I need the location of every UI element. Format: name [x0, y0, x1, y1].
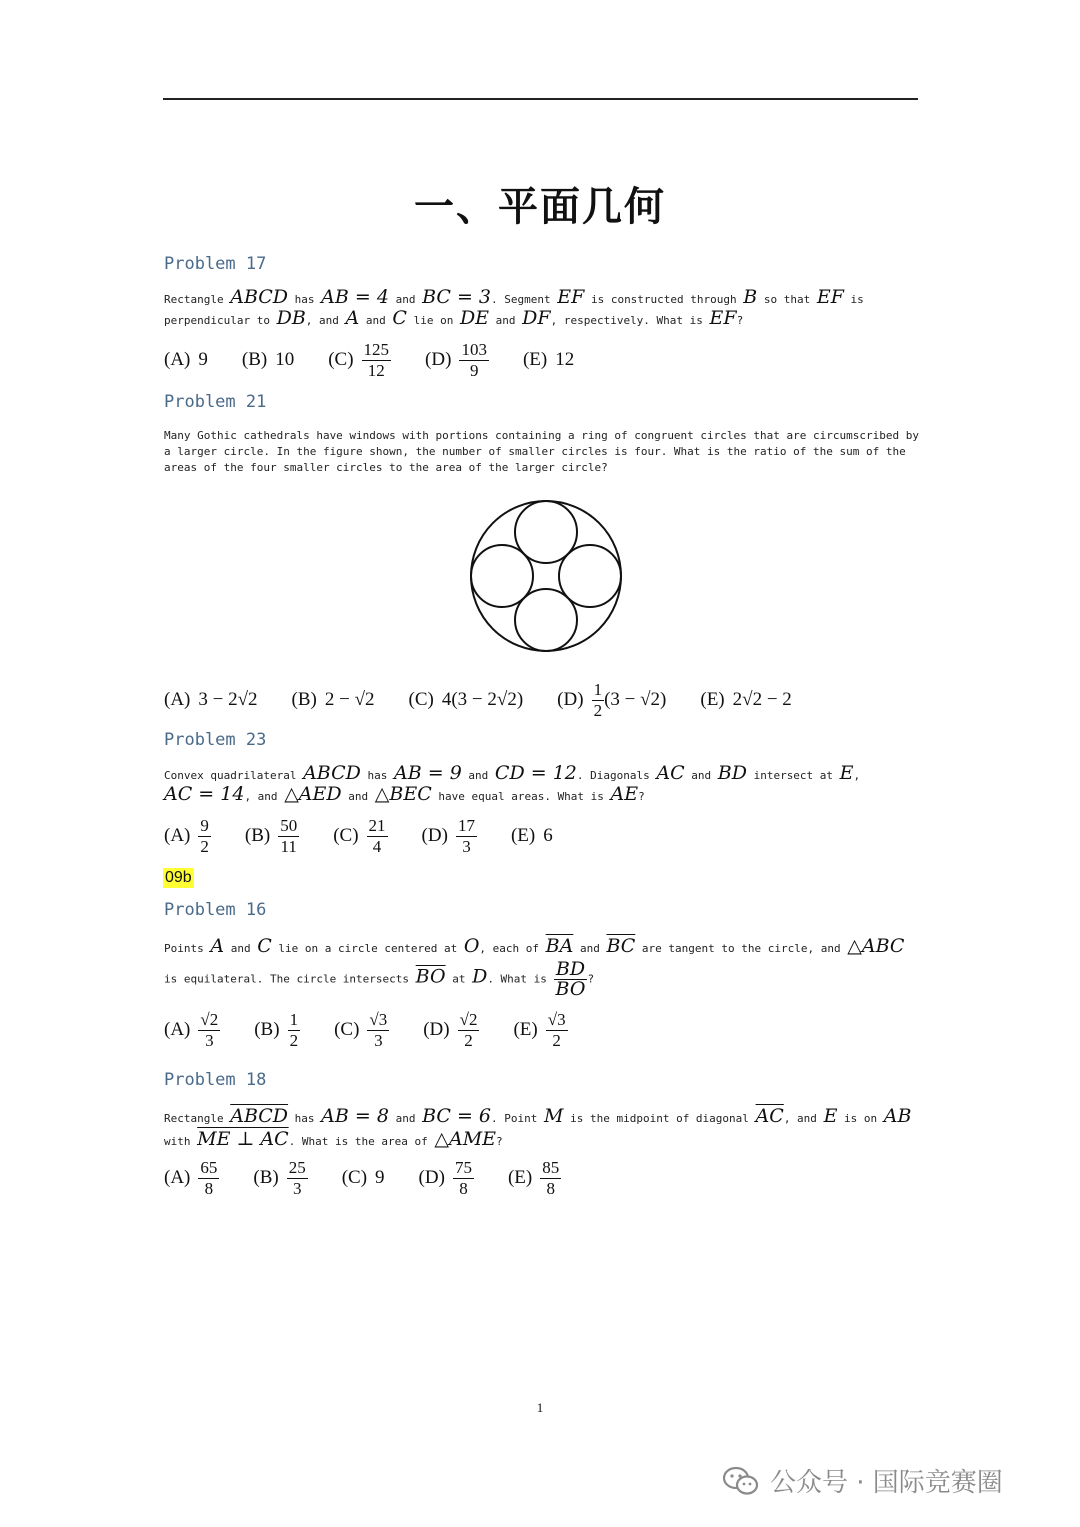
small-circle-right [559, 545, 621, 607]
problem-18-choices [164, 1154, 595, 1202]
choice-a: (A) 9 [164, 349, 208, 370]
circles-figure [466, 498, 626, 658]
choice-d: (D) $\frac{√2}{2}$ [423, 1009, 478, 1050]
problem-21-text: Many Gothic cathedrals have windows with portions containing a ring of congruent circles that are circumscribed by a larger circle. In the figure shown, the number of smaller circles is four. What is the ratio of the sum of the areas of the four smaller circles to the area of the larger circle? [164, 429, 919, 474]
problem-16-text: Points A and C lie on a circle centered at O, each of $\overline{BA}$ and $\overline{BC}$ are tangent to the circle, and △ABC is equilateral. The circle intersects $\overline{BO}$ at D. What is $\frac{BD}{BO}$ ? [164, 935, 905, 1000]
problem-23-heading: Problem 23 [164, 730, 267, 750]
problem-21-choices [164, 676, 826, 724]
problem-21-heading: Problem 21 [164, 392, 267, 412]
choice-b: (B) $\frac{25}{3}$ [253, 1157, 306, 1198]
choice-b: (B) $\frac{1}{2}$ [254, 1009, 299, 1050]
choice-e: (E) $\frac{85}{8}$ [507, 1157, 560, 1198]
choice-e: (E) 2√2 − 2 [700, 689, 792, 710]
choice-e: (E) $\frac{√3}{2}$ [513, 1009, 566, 1050]
choice-d: (D) $\frac{17}{3}$ [421, 815, 475, 856]
choice-c: (C) 9 [341, 1167, 385, 1188]
choice-a: (A) $\frac{9}{2}$ [164, 815, 209, 856]
top-rule [163, 98, 918, 100]
section-title: 一、平面几何 [414, 184, 666, 230]
choice-d: (D) $\frac{103}{9}$ [425, 339, 487, 380]
choice-a: (A) $\frac{65}{8}$ [164, 1157, 218, 1198]
problem-17-text: Rectangle ABCD has AB = 4 and BC = 3. Segment EF is constructed through B so that EF is perpendicular to DB, and A and C lie on DE and DF, respectively. What is EF? [164, 286, 864, 329]
choice-c: (C) $\frac{21}{4}$ [333, 815, 386, 856]
choice-a: (A) $\frac{√2}{3}$ [164, 1009, 219, 1050]
large-circle [471, 501, 621, 651]
problem-16-heading: Problem 16 [164, 900, 267, 920]
choice-b: (B) 10 [241, 349, 295, 370]
choice-d: (D) $\frac{75}{8}$ [418, 1157, 472, 1198]
choice-e: (E) 12 [522, 349, 575, 370]
watermark-text: 公众号 · 国际竞赛圈 [770, 1468, 1003, 1498]
small-circle-left [471, 545, 533, 607]
choice-d: (D) $\frac{1}{2}$ (3 − √2) [557, 679, 667, 720]
page-number: 1 [536, 1400, 544, 1415]
problem-23-text: Convex quadrilateral ABCD has AB = 9 and CD = 12. Diagonals AC and BD intersect at E, AC = 14, and △AED and △BEC have equal areas. What is AE? [164, 762, 861, 805]
highlight-tag: 09b [165, 869, 192, 886]
choice-e: (E) 6 [510, 825, 553, 846]
choice-c: (C) $\frac{125}{12}$ [328, 339, 390, 380]
choice-a: (A) 3 − 2√2 [164, 689, 258, 710]
problem-18-text: Rectangle ABCD has AB = 8 and BC = 6. Point M is the midpoint of diagonal $\overline{AC}$, and E is on AB with ME ⊥ AC. What is the area of △AME? [164, 1105, 912, 1150]
problem-16-choices [164, 1006, 602, 1054]
watermark [722, 1462, 1003, 1499]
choice-c: (C) $\frac{√3}{3}$ [334, 1009, 388, 1050]
choice-b: (B) $\frac{50}{11}$ [244, 815, 298, 856]
choice-c: (C) 4(3 − 2√2) [408, 689, 524, 710]
problem-23-choices [164, 812, 587, 860]
problem-17-choices [164, 336, 608, 384]
problem-17-heading: Problem 17 [164, 254, 267, 274]
problem-18-heading: Problem 18 [164, 1070, 267, 1090]
wechat-icon [722, 1465, 760, 1497]
choice-b: (B) 2 − √2 [291, 689, 375, 710]
